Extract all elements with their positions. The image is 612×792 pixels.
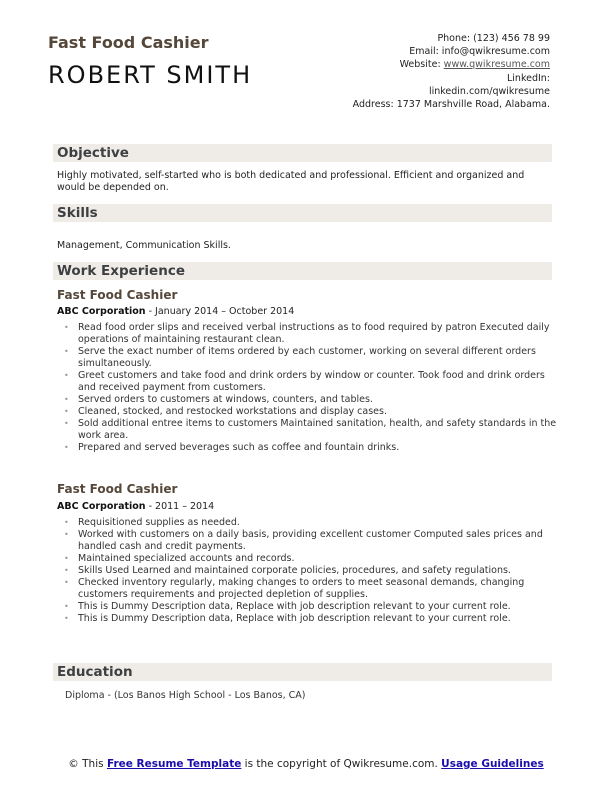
job-company-line (57, 501, 214, 512)
free-resume-template-link[interactable]: Free Resume Template (106, 758, 242, 770)
job-title: Fast Food Cashier (57, 482, 178, 496)
job-title: Fast Food Cashier (57, 288, 178, 302)
phone: Phone: (123) 456 78 99 (437, 33, 550, 44)
skills-text: Management, Communication Skills. (57, 240, 231, 251)
contact-block (350, 32, 550, 111)
website-link[interactable]: www.qwikresume.com (443, 59, 550, 71)
section-objective-heading: Objective (53, 144, 552, 162)
dates: - 2011 – 2014 (145, 501, 215, 512)
footer (0, 758, 612, 771)
company: ABC Corporation (57, 306, 146, 317)
email: Email: info@qwikresume.com (409, 46, 550, 58)
list-item: • Requisitioned supplies as needed. (78, 517, 558, 529)
list-item: • Served orders to customers at windows, counters, and tables. (78, 394, 558, 406)
education-text: Diploma - (Los Banos High School - Los Banos, CA) (65, 690, 306, 701)
job-role-title: Fast Food Cashier (48, 33, 209, 52)
candidate-name: ROBERT SMITH (48, 61, 253, 89)
job-bullets (78, 517, 558, 625)
address: Address: 1737 Marshville Road, Alabama. (352, 99, 550, 111)
list-item: • Sold additional entree items to customers Maintained sanitation, health, and safety standards in the work area. (78, 418, 558, 442)
objective-text: Highly motivated, self-started who is both dedicated and professional. Efficient and organized and would be depended on. (57, 170, 525, 193)
usage-guidelines-link[interactable]: Usage Guidelines (441, 758, 544, 770)
list-item: • Serve the exact number of items ordered by each customer, working on several different orders simultaneously. (78, 346, 558, 370)
list-item: • Greet customers and take food and drink orders by window or counter. Took food and drink orders and received payment from customers. (78, 370, 558, 394)
section-skills-heading: Skills (53, 204, 552, 222)
job-company-line (57, 306, 294, 317)
list-item: • Worked with customers on a daily basis, providing excellent customer Computed sales prices and handled cash and credit payments. (78, 529, 558, 553)
list-item: • This is Dummy Description data, Replace with job description relevant to your current role. (78, 601, 558, 613)
dates: - January 2014 – October 2014 (145, 306, 295, 317)
list-item: • Read food order slips and received verbal instructions as to food required by patron Executed daily operations of maintaining restaurant clean. (78, 322, 558, 346)
section-work-heading: Work Experience (53, 262, 552, 280)
footer-middle: is the copyright of Qwikresume.com. (241, 758, 442, 770)
company: ABC Corporation (57, 501, 146, 512)
list-item: • Skills Used Learned and maintained corporate policies, procedures, and safety regulations. (78, 565, 558, 577)
list-item: • Checked inventory regularly, making changes to orders to meet seasonal demands, changing customers requirements and projected depletion of supplies. (78, 577, 558, 601)
list-item: • Cleaned, stocked, and restocked workstations and display cases. (78, 406, 558, 418)
website-label: Website: (399, 59, 444, 71)
job-bullets (78, 322, 558, 454)
section-education-heading: Education (53, 663, 552, 681)
footer-prefix: © This (68, 758, 107, 770)
list-item: • Maintained specialized accounts and records. (78, 553, 558, 565)
linkedin-label: LinkedIn: (506, 72, 550, 84)
list-item: • This is Dummy Description data, Replace with job description relevant to your current role. (78, 613, 558, 625)
list-item: • Prepared and served beverages such as coffee and fountain drinks. (78, 442, 558, 454)
linkedin: linkedin.com/qwikresume (428, 85, 550, 97)
